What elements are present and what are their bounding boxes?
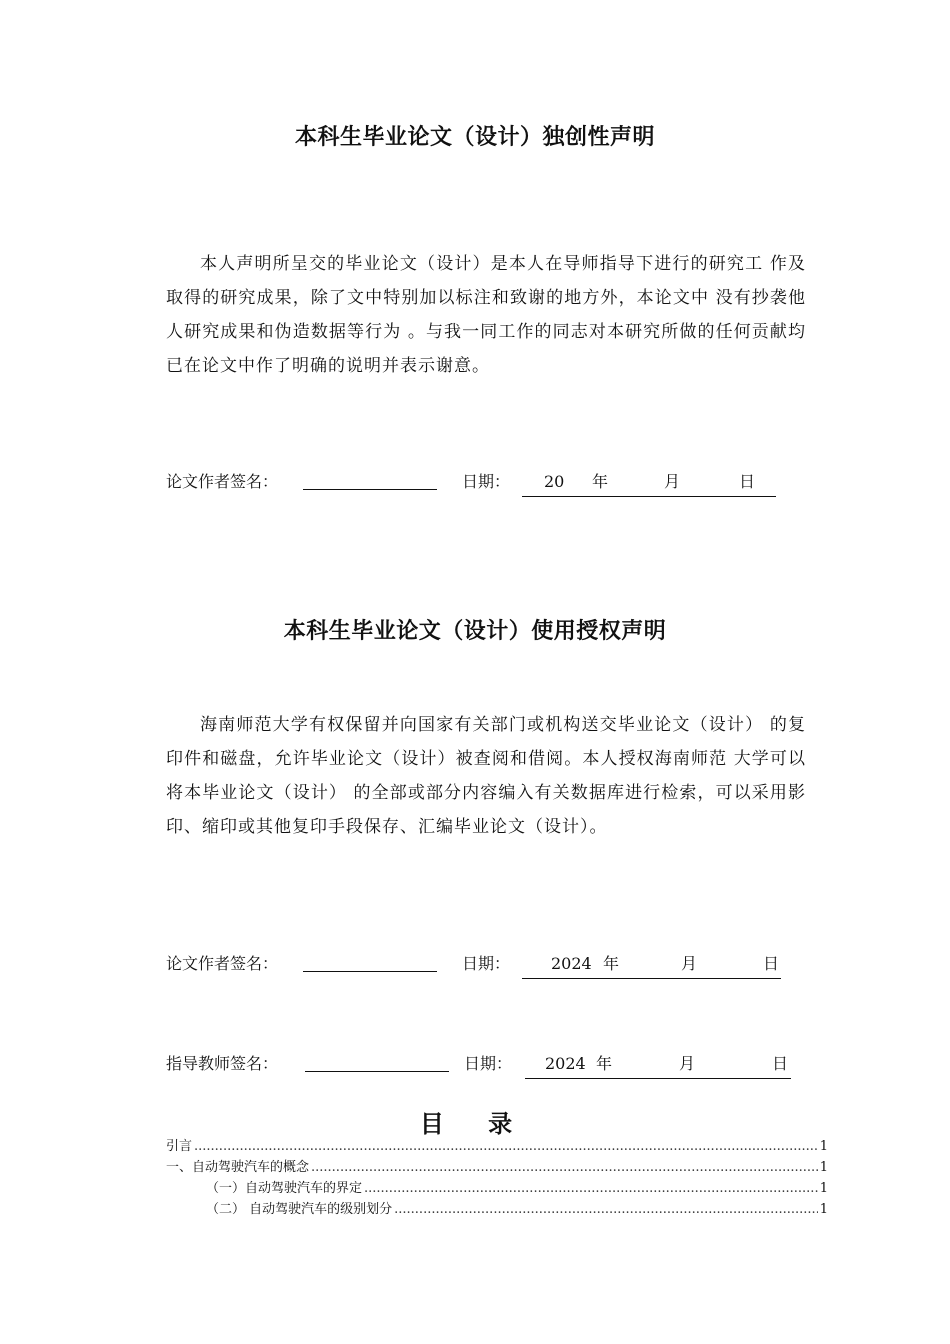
date-year: 20	[544, 472, 565, 491]
toc-entry-text: 引言	[166, 1139, 193, 1154]
originality-signature-row	[166, 467, 806, 497]
signature-line[interactable]	[303, 971, 437, 972]
advisor-signature-row	[166, 1049, 806, 1079]
date-year: 2024	[551, 954, 592, 973]
date-year-unit: 年	[596, 1054, 613, 1073]
date-year-unit: 年	[603, 954, 620, 973]
date-day-unit: 日	[772, 1054, 789, 1073]
date-month-unit: 月	[679, 1054, 696, 1073]
signature-label: 论文作者签名：	[166, 954, 279, 973]
toc-leader-dots	[394, 1199, 818, 1220]
toc-leader-dots	[364, 1178, 818, 1199]
toc-entry-page: 1	[819, 1202, 828, 1217]
date-label: 日期：	[464, 1054, 513, 1073]
toc-entry-page: 1	[819, 1139, 828, 1154]
date-label: 日期：	[462, 472, 511, 491]
signature-line[interactable]	[305, 1071, 449, 1072]
table-of-contents	[166, 1136, 828, 1220]
date-day-unit: 日	[763, 954, 780, 973]
signature-line[interactable]	[303, 489, 437, 490]
toc-entry-text: （一）自动驾驶汽车的界定	[206, 1181, 363, 1196]
date-label: 日期：	[462, 954, 511, 973]
toc-entry[interactable]	[166, 1199, 828, 1220]
toc-entry-page: 1	[819, 1181, 828, 1196]
authorization-title: 本科生毕业论文（设计）使用授权声明	[283, 619, 667, 644]
authorization-body: 海南师范大学有权保留并向国家有关部门或机构送交毕业论文（设计） 的复印件和磁盘，允许毕业论文（设计）被查阅和借阅。本人授权海南师范 大学可以将本毕业论文（设计） 的全部或部分内容编入有关数据库进行检索，可以采用影印、缩印或其他复印手段保存、汇编毕业论文（设计）。	[166, 715, 806, 837]
author-signature-row	[166, 949, 806, 979]
toc-entry[interactable]	[166, 1157, 828, 1178]
toc-entry[interactable]	[166, 1178, 828, 1199]
date-month-unit: 月	[681, 954, 698, 973]
date-year: 2024	[545, 1054, 586, 1073]
signature-label: 论文作者签名：	[166, 472, 279, 491]
date-day-unit: 日	[739, 472, 756, 491]
date-year-unit: 年	[592, 472, 609, 491]
toc-entry-text: 一、自动驾驶汽车的概念	[166, 1160, 310, 1175]
signature-label: 指导教师签名：	[166, 1054, 279, 1073]
toc-entry[interactable]	[166, 1136, 828, 1157]
toc-entry-text: （二） 自动驾驶汽车的级别划分	[206, 1202, 393, 1217]
date-month-unit: 月	[664, 472, 681, 491]
originality-body: 本人声明所呈交的毕业论文（设计）是本人在导师指导下进行的研究工 作及取得的研究成果，除了文中特别加以标注和致谢的地方外，本论文中 没有抄袭他人研究成果和伪造数据等行为 。与我一同工作的同志对本研究所做的任何贡献均已在论文中作了明确的说明并表示谢意。	[166, 254, 806, 376]
toc-title: 目 录	[419, 1110, 531, 1138]
originality-title: 本科生毕业论文（设计）独创性声明	[294, 125, 655, 150]
toc-leader-dots	[194, 1136, 818, 1157]
toc-leader-dots	[311, 1157, 818, 1178]
toc-entry-page: 1	[819, 1160, 828, 1175]
